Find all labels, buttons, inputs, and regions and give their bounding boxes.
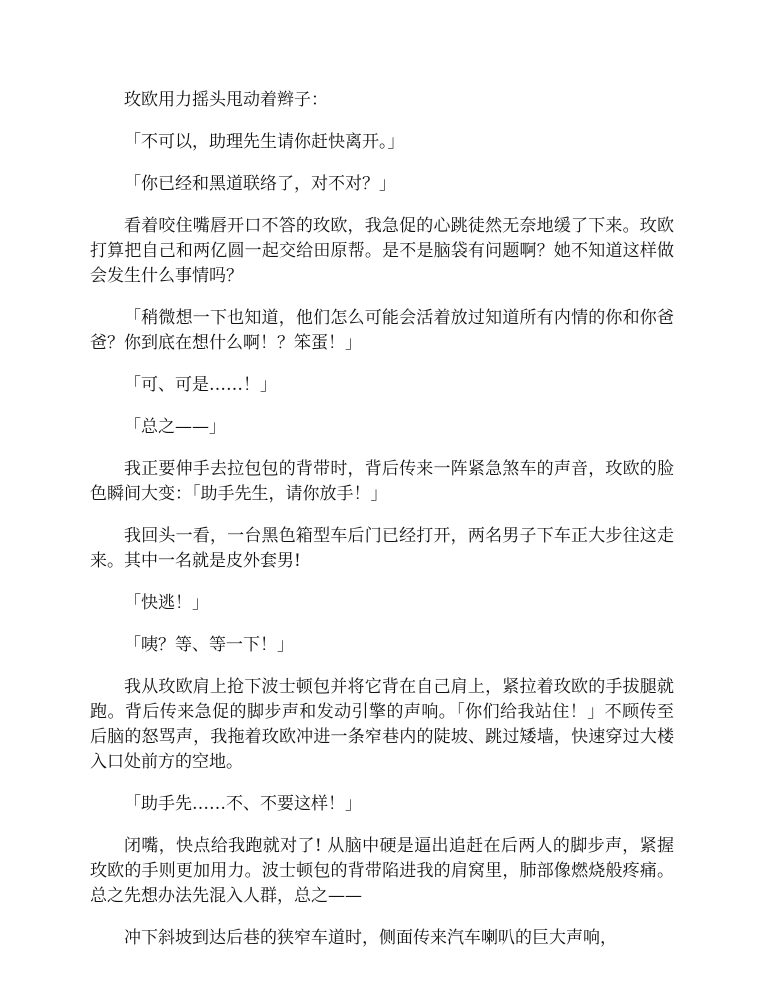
paragraph: 「咦？等、等一下！」 <box>124 635 294 655</box>
paragraph: 「不可以，助理先生请你赶快离开。」 <box>124 132 405 152</box>
paragraph: 我从玫欧肩上抢下波士顿包并将它背在自己肩上，紧拉着玫欧的手拔腿就跑。背后传来急促的脚步声和发动引擎的声响。「你们给我站住！」不顾传至后脑的怒骂声，我拖着玫欧冲进一条窄巷内的陡坡、跳过矮墙，快速穿过大楼入口处前方的空地。 <box>90 677 674 772</box>
paragraph: 冲下斜坡到达后巷的狭窄车道时，侧面传来汽车喇叭的巨大声响， <box>124 928 617 948</box>
paragraph: 「总之——」 <box>124 417 226 437</box>
paragraph: 我回头一看，一台黑色箱型车后门已经打开，两名男子下车正大步往这走来。其中一名就是皮外套男! <box>90 526 674 571</box>
paragraph: 「你已经和黑道联络了，对不对？」 <box>124 174 396 194</box>
paragraph: 「快逃！」 <box>124 593 209 613</box>
document-page <box>90 88 674 968</box>
paragraph: 「可、可是……！」 <box>124 375 277 395</box>
paragraph: 我正要伸手去拉包包的背带时，背后传来一阵紧急煞车的声音，玫欧的脸色瞬间大变：「助手先生，请你放手！」 <box>90 459 674 504</box>
paragraph: 看着咬住嘴唇开口不答的玫欧，我急促的心跳徒然无奈地缓了下来。玫欧打算把自己和两亿圆一起交给田原帮。是不是脑袋有问题啊？她不知道这样做会发生什么事情吗？ <box>90 216 674 286</box>
paragraph: 「助手先……不、不要这样！」 <box>124 794 362 814</box>
paragraph: 闭嘴，快点给我跑就对了! 从脑中硬是逼出追赶在后两人的脚步声，紧握玫欧的手则更加用力。波士顿包的背带陷进我的肩窝里，肺部像燃烧般疼痛。总之先想办法先混入人群，总之—— <box>90 836 674 906</box>
paragraph: 玫欧用力摇头甩动着辫子： <box>124 90 328 110</box>
paragraph: 「稍微想一下也知道，他们怎么可能会活着放过知道所有内情的你和你爸爸？你到底在想什么啊！？笨蛋！」 <box>90 308 674 353</box>
